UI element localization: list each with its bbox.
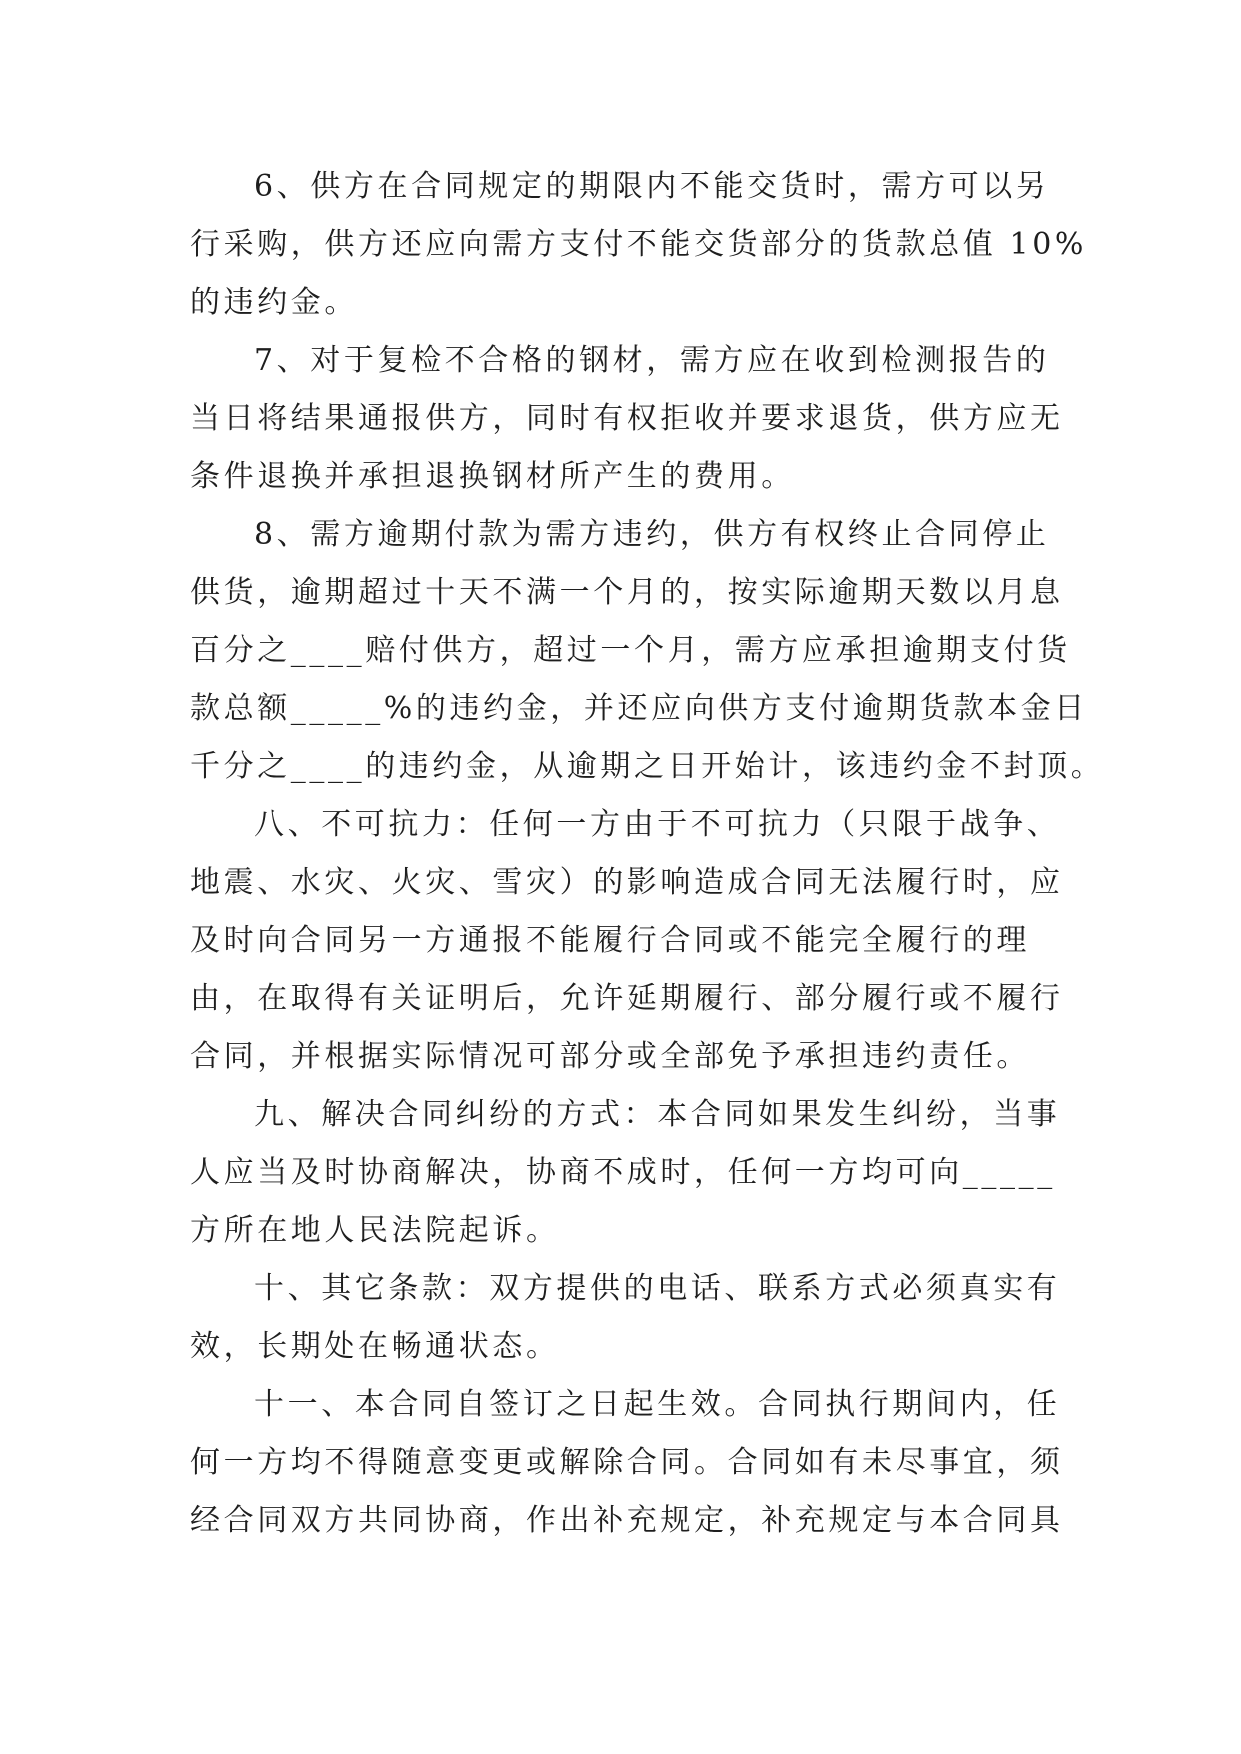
text-line: 人应当及时协商解决，协商不成时，任何一方均可向_____ <box>190 1155 1056 1190</box>
text-line: 经合同双方共同协商，作出补充规定，补充规定与本合同具 <box>190 1503 1064 1538</box>
text-line: 合同，并根据实际情况可部分或全部免予承担违约责任。 <box>190 1039 1030 1074</box>
text-line: 行采购，供方还应向需方支付不能交货部分的货款总值 10% <box>190 227 1088 262</box>
paragraph-force-majeure <box>190 796 1064 1086</box>
text-line: 供货，逾期超过十天不满一个月的，按实际逾期天数以月息 <box>190 575 1064 610</box>
text-line: 7、对于复检不合格的钢材，需方应在收到检测报告的 <box>254 343 1050 378</box>
paragraph-effectiveness <box>190 1376 1064 1550</box>
text-line: 百分之____赔付供方，超过一个月，需方应承担逾期支付货 <box>190 633 1071 668</box>
text-line: 十、其它条款：双方提供的电话、联系方式必须真实有 <box>254 1271 1061 1306</box>
paragraph-clause-8 <box>190 506 1105 796</box>
text-line: 款总额_____%的违约金，并还应向供方支付逾期货款本金日 <box>190 691 1088 726</box>
paragraph-other-terms <box>190 1260 1061 1376</box>
text-line: 6、供方在合同规定的期限内不能交货时，需方可以另 <box>254 169 1050 204</box>
text-line: 效，长期处在畅通状态。 <box>190 1329 560 1364</box>
text-line: 条件退换并承担退换钢材所产生的费用。 <box>190 459 795 494</box>
document-body <box>190 158 1105 1550</box>
paragraph-clause-7 <box>190 332 1064 506</box>
text-line: 十一、本合同自签订之日起生效。合同执行期间内，任 <box>254 1387 1061 1422</box>
paragraph-dispute-resolution <box>190 1086 1061 1260</box>
text-line: 8、需方逾期付款为需方违约，供方有权终止合同停止 <box>254 517 1050 552</box>
text-line: 方所在地人民法院起诉。 <box>190 1213 560 1248</box>
text-line: 当日将结果通报供方，同时有权拒收并要求退货，供方应无 <box>190 401 1064 436</box>
text-line: 千分之____的违约金，从逾期之日开始计，该违约金不封顶。 <box>190 749 1105 784</box>
paragraph-clause-6 <box>190 158 1088 332</box>
text-line: 及时向合同另一方通报不能履行合同或不能完全履行的理 <box>190 923 1030 958</box>
text-line: 九、解决合同纠纷的方式：本合同如果发生纠纷，当事 <box>254 1097 1061 1132</box>
text-line: 地震、水灾、火灾、雪灾）的影响造成合同无法履行时，应 <box>190 865 1064 900</box>
text-line: 何一方均不得随意变更或解除合同。合同如有未尽事宜，须 <box>190 1445 1064 1480</box>
text-line: 八、不可抗力：任何一方由于不可抗力（只限于战争、 <box>254 807 1061 842</box>
text-line: 的违约金。 <box>190 285 358 320</box>
text-line: 由，在取得有关证明后，允许延期履行、部分履行或不履行 <box>190 981 1064 1016</box>
